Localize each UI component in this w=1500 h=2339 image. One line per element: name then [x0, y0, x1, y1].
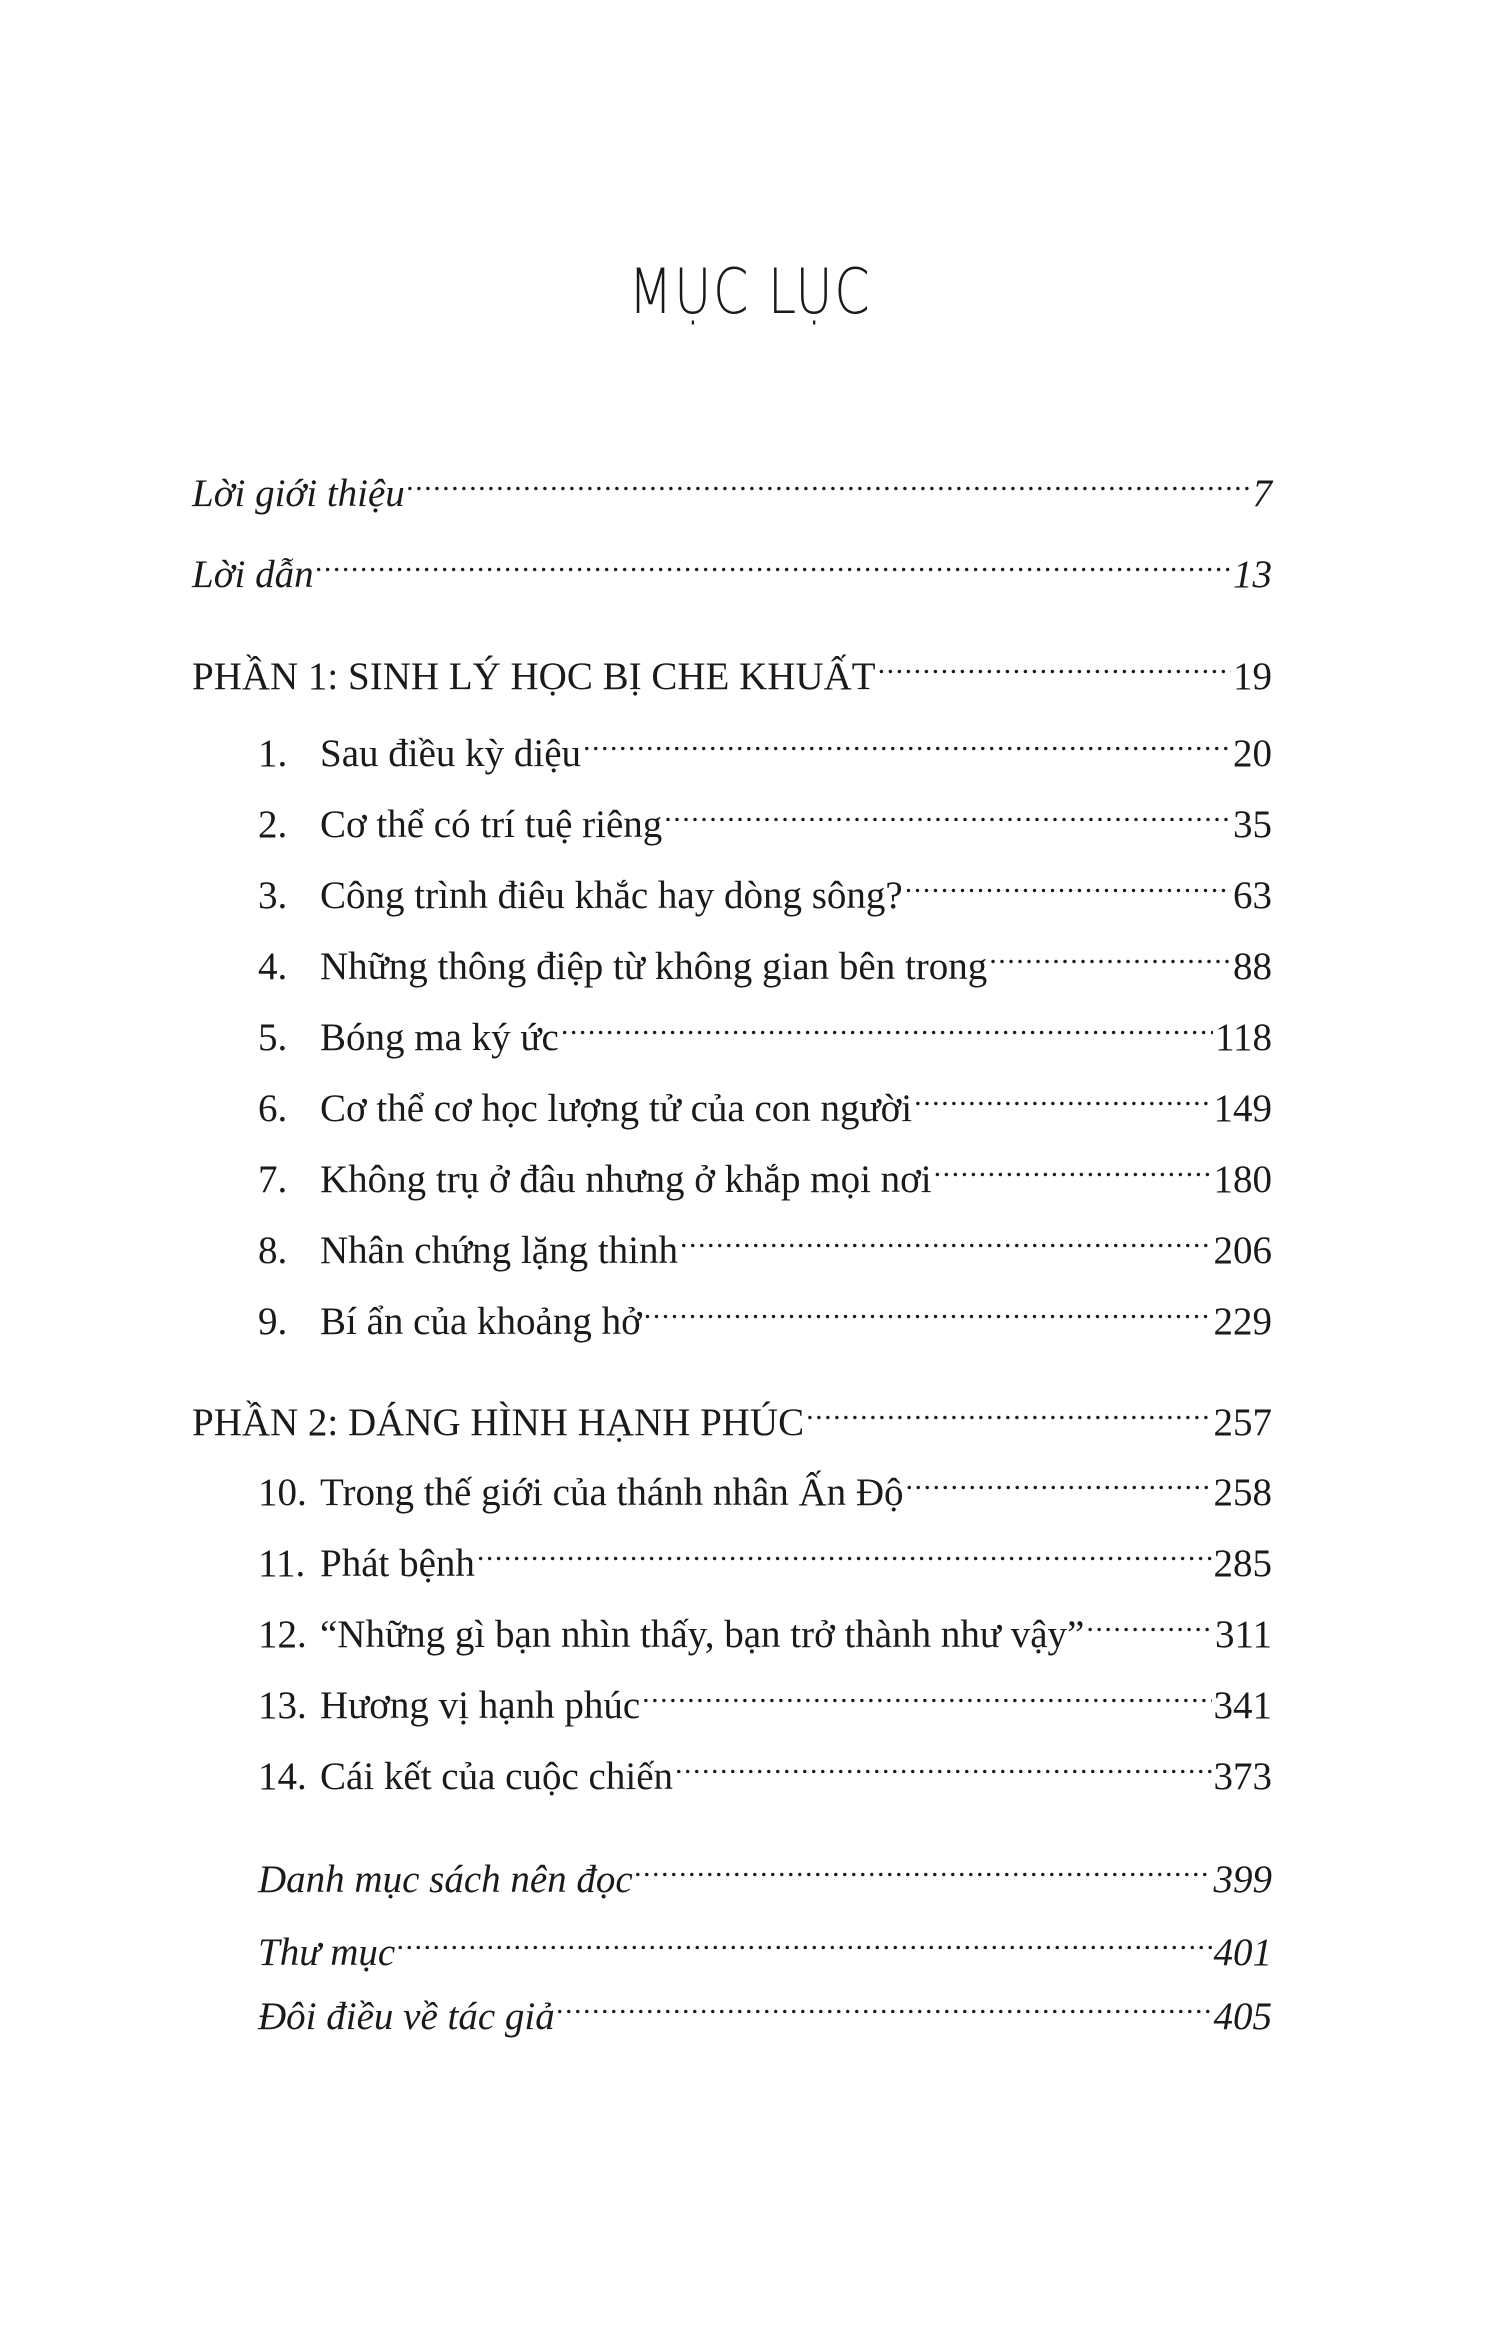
toc-entry-page: 257 [1213, 1401, 1272, 1444]
toc-chapter-label: Công trình điêu khắc hay dòng sông? [320, 874, 903, 917]
toc-chapter [258, 1211, 1272, 1277]
toc-entry-page: 180 [1213, 1158, 1272, 1201]
toc-leader-dots [561, 998, 1213, 1050]
toc-chapter [258, 1595, 1272, 1661]
toc-entry-appendix [258, 1977, 1272, 2043]
toc-entry-page: 88 [1233, 945, 1272, 988]
toc-chapter-label: Những thông điệp từ không gian bên trong [320, 945, 988, 988]
toc-entry-page: 13 [1233, 553, 1272, 596]
toc-leader-dots [905, 856, 1231, 908]
toc-entry-label: Lời giới thiệu [192, 472, 405, 515]
toc-chapter-label: Cơ thể có trí tuệ riêng [320, 803, 663, 846]
toc-chapter [258, 1069, 1272, 1135]
toc-part-heading [192, 1383, 1272, 1449]
toc-leader-dots [680, 1211, 1212, 1263]
toc-leader-dots [934, 1140, 1212, 1192]
toc-entry-page: 118 [1214, 1016, 1272, 1059]
toc-chapter [258, 927, 1272, 993]
toc-entry-intro [192, 454, 1272, 520]
toc-chapter-number: 6. [258, 1087, 288, 1130]
toc-entry-page: 258 [1213, 1471, 1272, 1514]
toc-leader-dots [642, 1666, 1211, 1718]
toc-chapter-number: 14. [258, 1755, 307, 1798]
toc-entry-page: 63 [1233, 874, 1272, 917]
toc-entry-page: 20 [1233, 732, 1272, 775]
toc-chapter-number: 5. [258, 1016, 288, 1059]
toc-chapter-label: Phát bệnh [320, 1542, 475, 1585]
toc-leader-dots [1086, 1595, 1213, 1647]
toc-part-label: PHẦN 2: DÁNG HÌNH HẠNH PHÚC [192, 1401, 805, 1444]
toc-chapter-number: 3. [258, 874, 288, 917]
toc-chapter-number: 1. [258, 732, 288, 775]
toc-entry-page: 285 [1213, 1542, 1272, 1585]
toc-leader-dots [914, 1069, 1211, 1121]
toc-leader-dots [989, 927, 1231, 979]
toc-chapter [258, 1282, 1272, 1348]
toc-chapter-number: 2. [258, 803, 288, 846]
toc-chapter [258, 998, 1272, 1064]
toc-entry-page: 311 [1214, 1613, 1272, 1656]
toc-chapter-number: 4. [258, 945, 288, 988]
toc-chapter [258, 785, 1272, 851]
toc-chapter-label: “Những gì bạn nhìn thấy, bạn trở thành như vậy” [320, 1613, 1085, 1656]
toc-chapter [258, 1737, 1272, 1803]
toc-chapter-number: 10. [258, 1471, 307, 1514]
toc-entry-page: 401 [1213, 1931, 1272, 1974]
toc-entry-label: Danh mục sách nên đọc [258, 1858, 633, 1901]
toc-chapter-label: Bí ẩn của khoảng hở [320, 1300, 642, 1343]
toc-leader-dots [635, 1840, 1212, 1892]
page-title: MỤC LỤC [628, 255, 872, 328]
toc-chapter-number: 7. [258, 1158, 288, 1201]
toc-entry-page: 399 [1213, 1858, 1272, 1901]
toc-chapter [258, 714, 1272, 780]
toc-part-heading [192, 637, 1272, 703]
toc-entry-page: 373 [1213, 1755, 1272, 1798]
toc-chapter [258, 1524, 1272, 1590]
toc-chapter-label: Bóng ma ký ức [320, 1016, 559, 1059]
toc-chapter-label: Trong thế giới của thánh nhân Ấn Độ [320, 1471, 904, 1514]
toc-entry-page: 405 [1213, 1995, 1272, 2038]
toc-leader-dots [583, 714, 1231, 766]
toc-chapter [258, 1453, 1272, 1519]
toc-leader-dots [675, 1737, 1212, 1789]
toc-chapter [258, 856, 1272, 922]
toc-entry-appendix [258, 1840, 1272, 1906]
toc-chapter-label: Hương vị hạnh phúc [320, 1684, 641, 1727]
toc-chapter [258, 1666, 1272, 1732]
toc-leader-dots [806, 1383, 1211, 1435]
toc-leader-dots [644, 1282, 1212, 1334]
toc-chapter-number: 12. [258, 1613, 307, 1656]
toc-entry-label: Lời dẫn [192, 553, 314, 596]
toc-entry-appendix [258, 1913, 1272, 1979]
toc-leader-dots [664, 785, 1231, 837]
toc-leader-dots [397, 1913, 1211, 1965]
toc-chapter-label: Cơ thể cơ học lượng tử của con người [320, 1087, 913, 1130]
toc-leader-dots [477, 1524, 1212, 1576]
toc-entry-page: 149 [1213, 1087, 1272, 1130]
toc-chapter-number: 13. [258, 1684, 307, 1727]
toc-chapter-label: Không trụ ở đâu nhưng ở khắp mọi nơi [320, 1158, 932, 1201]
toc-leader-dots [557, 1977, 1212, 2029]
toc-chapter-label: Nhân chứng lặng thinh [320, 1229, 678, 1272]
toc-entry-page: 19 [1233, 655, 1272, 698]
toc-part-label: PHẦN 1: SINH LÝ HỌC BỊ CHE KHUẤT [192, 655, 876, 698]
toc-leader-dots [906, 1453, 1212, 1505]
toc-entry-label: Đôi điều về tác giả [258, 1995, 555, 2038]
toc-chapter-label: Sau điều kỳ diệu [320, 732, 582, 775]
toc-chapter-number: 11. [258, 1542, 306, 1585]
toc-chapter [258, 1140, 1272, 1206]
toc-chapter-number: 8. [258, 1229, 288, 1272]
toc-leader-dots [878, 637, 1231, 689]
toc-chapter-label: Cái kết của cuộc chiến [320, 1755, 673, 1798]
toc-entry-label: Thư mục [258, 1931, 396, 1974]
toc-leader-dots [316, 535, 1231, 587]
toc-entry-page: 341 [1213, 1684, 1272, 1727]
toc-leader-dots [407, 454, 1251, 506]
toc-chapter-number: 9. [258, 1300, 288, 1343]
toc-entry-page: 35 [1233, 803, 1272, 846]
toc-entry-page: 7 [1252, 472, 1272, 515]
toc-entry-page: 206 [1213, 1229, 1272, 1272]
toc-entry-intro [192, 535, 1272, 601]
toc-entry-page: 229 [1213, 1300, 1272, 1343]
